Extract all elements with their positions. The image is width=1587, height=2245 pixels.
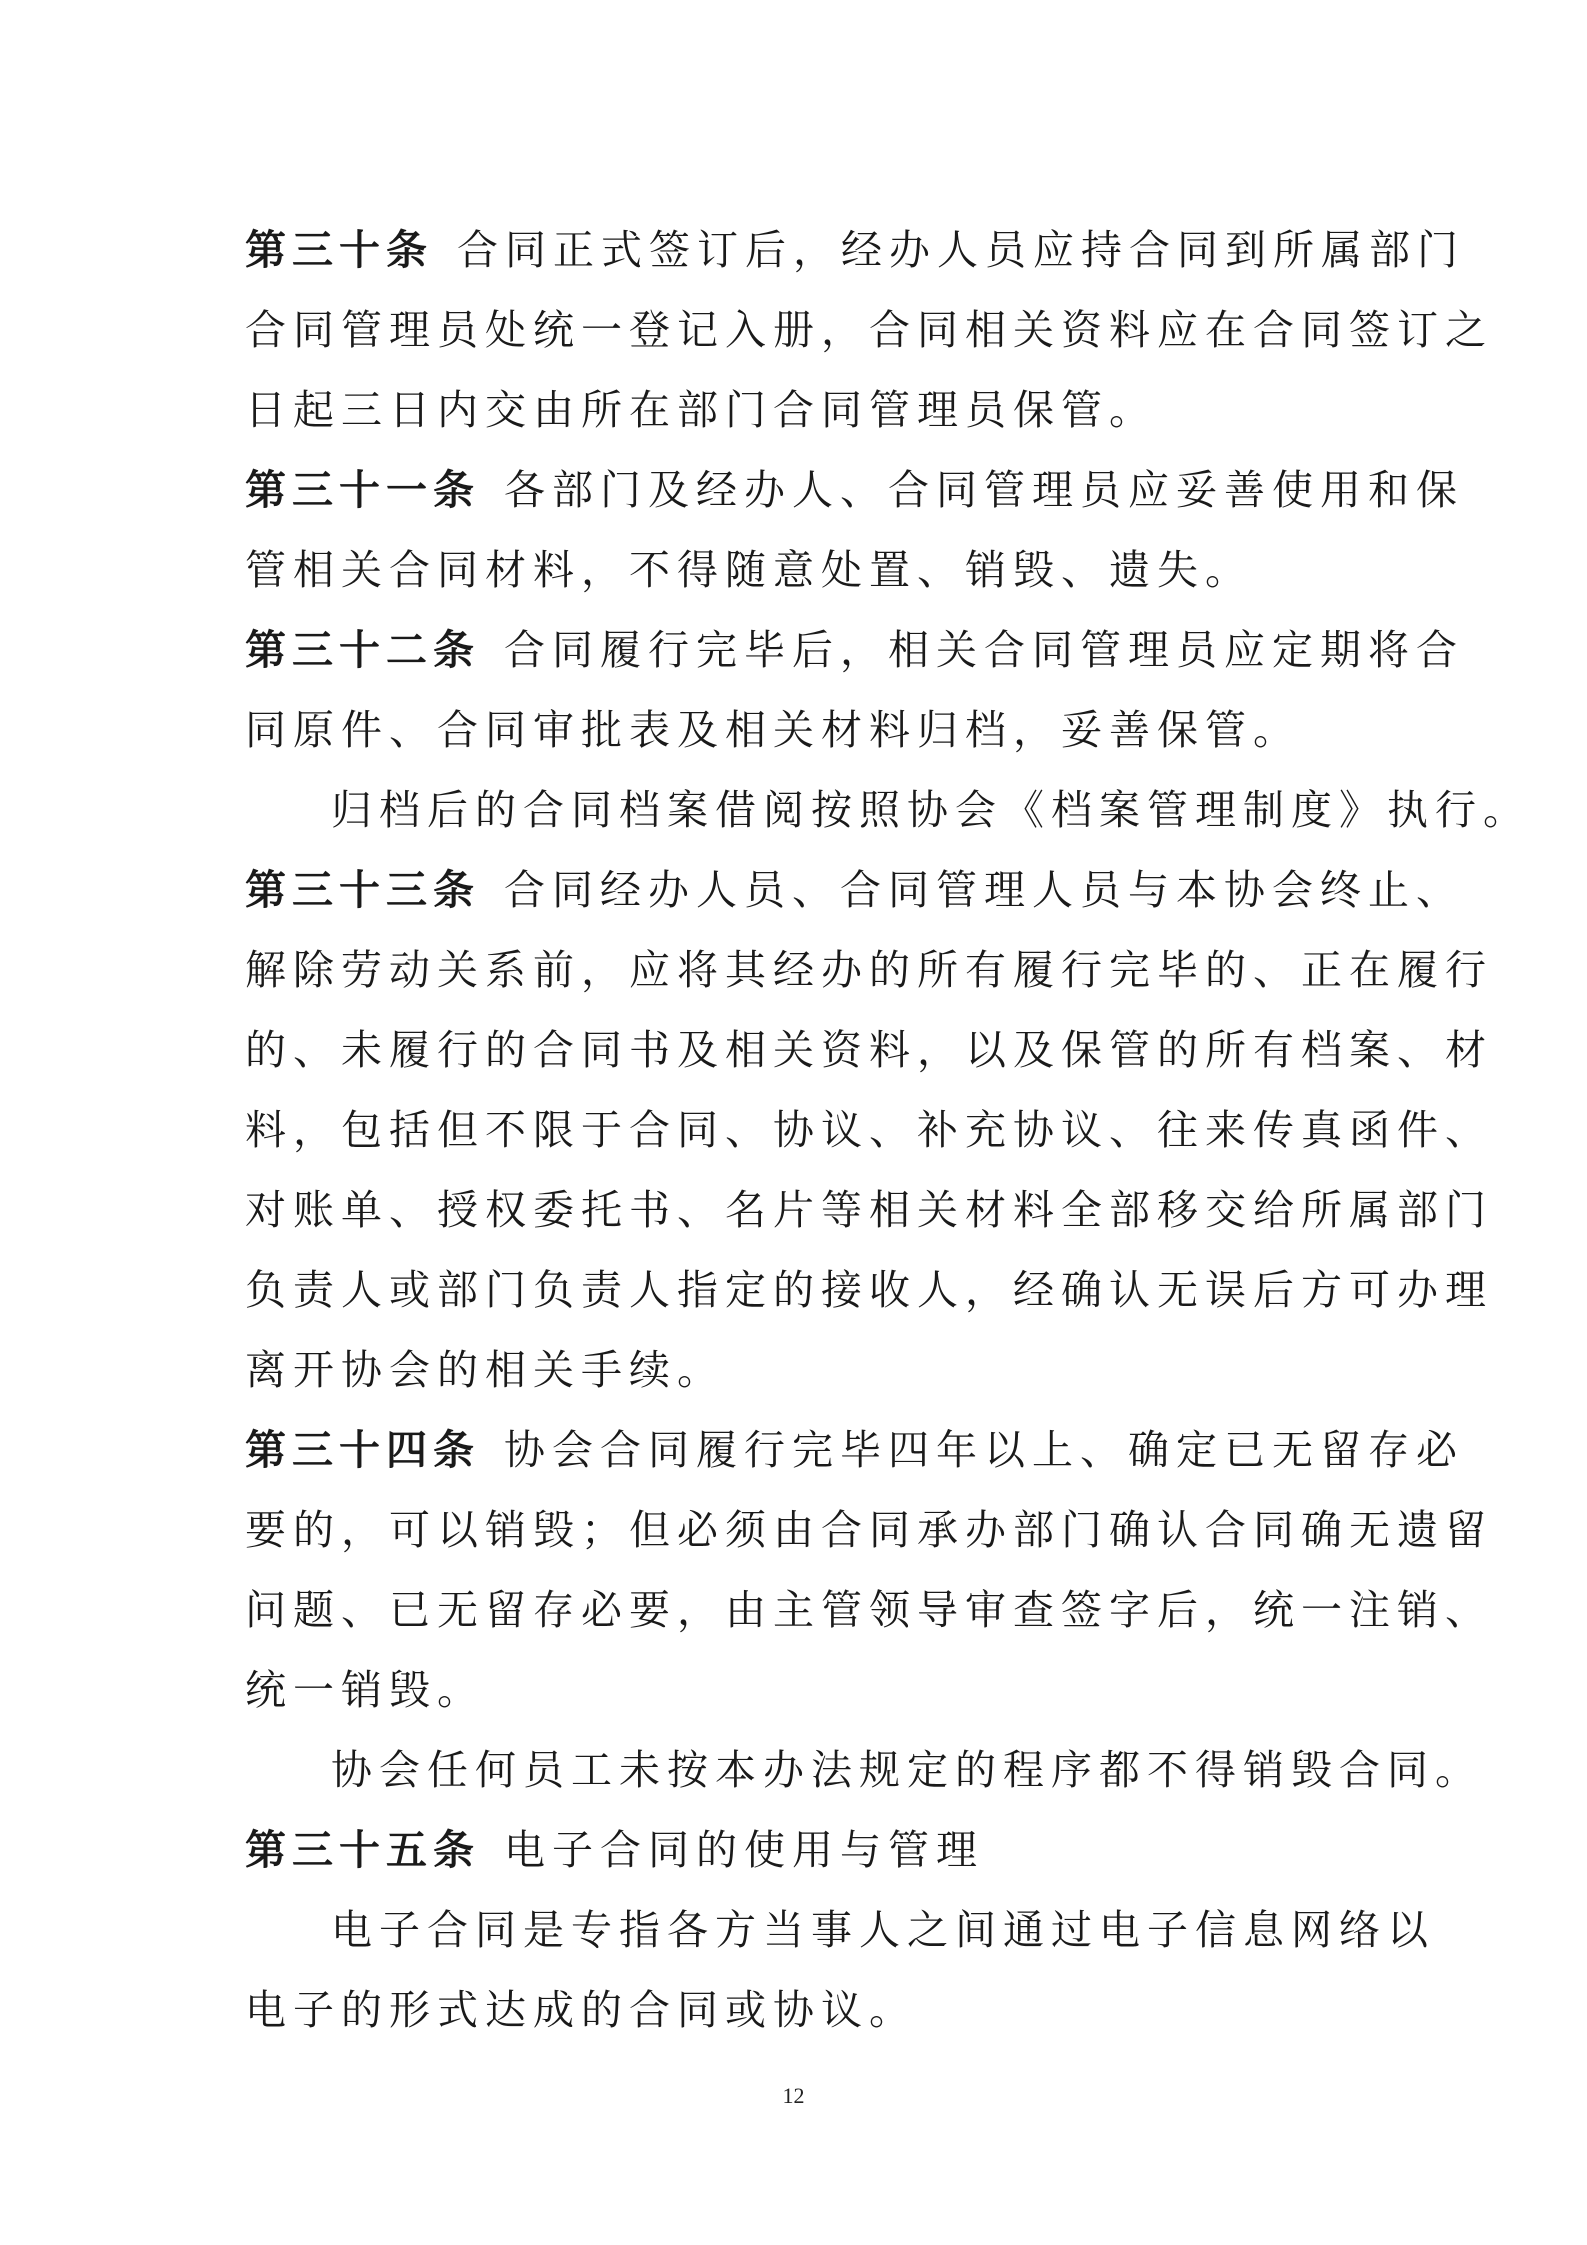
- article-30-text-1: 合同正式签订后，经办人员应持合同到所属部门: [457, 226, 1465, 274]
- article-31-line-1: [245, 450, 1464, 530]
- article-30-line-1: [245, 210, 1465, 290]
- article-33-text-1: 合同经办人员、合同管理人员与本协会终止、: [504, 866, 1464, 914]
- article-32-line-2: 同原件、合同审批表及相关材料归档，妥善保管。: [245, 706, 1301, 754]
- article-35-text-1: 电子合同的使用与管理: [504, 1826, 984, 1874]
- article-31-heading: 第三十一条: [245, 466, 480, 514]
- article-35-paragraph-line-2: 电子的形式达成的合同或协议。: [245, 1986, 917, 2034]
- article-31-text-1: 各部门及经办人、合同管理员应妥善使用和保: [504, 466, 1464, 514]
- article-30-heading: 第三十条: [245, 226, 433, 274]
- article-32-paragraph: 归档后的合同档案借阅按照协会《档案管理制度》执行。: [331, 786, 1531, 834]
- article-34-line-4: 统一销毁。: [245, 1666, 485, 1714]
- article-31-line-2: 管相关合同材料，不得随意处置、销毁、遗失。: [245, 546, 1253, 594]
- article-30-line-3: 日起三日内交由所在部门合同管理员保管。: [245, 386, 1157, 434]
- article-34-paragraph: 协会任何员工未按本办法规定的程序都不得销毁合同。: [331, 1746, 1483, 1794]
- document-body: [245, 210, 1531, 2050]
- article-34-text-1: 协会合同履行完毕四年以上、确定已无留存必: [504, 1426, 1464, 1474]
- article-33-line-5: 对账单、授权委托书、名片等相关材料全部移交给所属部门: [245, 1186, 1493, 1234]
- article-35-line-1: [245, 1810, 1345, 1890]
- article-33-line-2: 解除劳动关系前，应将其经办的所有履行完毕的、正在履行: [245, 946, 1493, 994]
- article-35-heading: 第三十五条: [245, 1826, 480, 1874]
- article-33-line-6: 负责人或部门负责人指定的接收人，经确认无误后方可办理: [245, 1266, 1493, 1314]
- article-33-heading: 第三十三条: [245, 866, 480, 914]
- article-33-line-3: 的、未履行的合同书及相关资料，以及保管的所有档案、材: [245, 1026, 1493, 1074]
- article-32-heading: 第三十二条: [245, 626, 480, 674]
- article-32-line-1: [245, 610, 1464, 690]
- article-33-line-4: 料，包括但不限于合同、协议、补充协议、往来传真函件、: [245, 1106, 1493, 1154]
- page-number: 12: [782, 2083, 805, 2108]
- article-32-text-1: 合同履行完毕后，相关合同管理员应定期将合: [504, 626, 1464, 674]
- article-34-heading: 第三十四条: [245, 1426, 480, 1474]
- article-35-paragraph-line-1: 电子合同是专指各方当事人之间通过电子信息网络以: [331, 1906, 1435, 1954]
- article-34-line-3: 问题、已无留存必要，由主管领导审查签字后，统一注销、: [245, 1586, 1493, 1634]
- article-33-line-7: 离开协会的相关手续。: [245, 1346, 725, 1394]
- article-33-line-1: [245, 850, 1464, 930]
- article-30-line-2: 合同管理员处统一登记入册，合同相关资料应在合同签订之: [245, 306, 1493, 354]
- article-34-line-1: [245, 1410, 1464, 1490]
- article-34-line-2: 要的，可以销毁；但必须由合同承办部门确认合同确无遗留: [245, 1506, 1493, 1554]
